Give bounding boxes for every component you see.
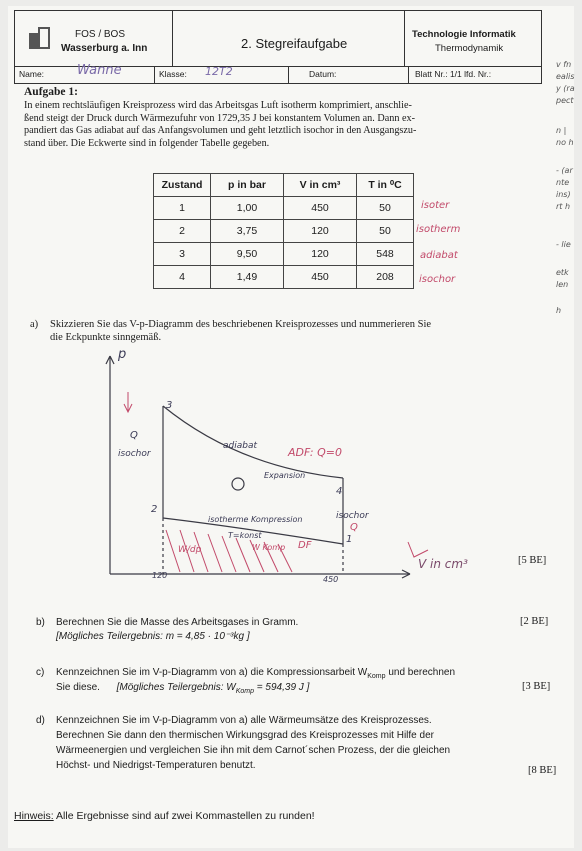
task-d [36,714,556,774]
margin-note: - (ar [556,166,573,175]
header-box [14,10,542,84]
margin-note: - lie [556,240,571,249]
table-cell: 2 [154,220,211,243]
p-axis-label: p [118,347,127,362]
isotherm-label: isotherme Kompression [208,515,303,524]
table-header-cell: T in ⁰C [357,174,414,197]
x-tick-right: 450 [323,575,339,584]
point-3-label: 3 [166,400,173,411]
task-c [36,666,556,694]
q-in-label: Q [130,430,138,441]
task-b-result: [Mögliches Teilergebnis: m = 4,85 · 10⁻³kg ] [56,631,250,642]
subject-line1: Technologie Informatik [412,29,516,40]
handwritten-note: isotherm [416,224,461,235]
task-b-label: b) [36,617,45,628]
adf-label: ADF: Q=0 [288,446,343,459]
table-cell: 3 [154,243,211,266]
task-c-points: [3 BE] [522,681,551,692]
name-label: Name: [19,69,45,79]
margin-note: etk [556,268,569,277]
task-c-line2: Sie diese. [Mögliches Teilergebnis: $W_{Komp} = 594,39$ J ] [56,682,310,695]
klasse-cell [155,67,289,83]
task-d-line: Wärmeenergien und vergleichen Sie ihn mit dem Carnot´schen Prozess, der die gleichen [56,745,451,756]
table-header-row [154,174,414,197]
table-header-cell: p in bar [211,174,284,197]
page-title: 2. Stegreifaufgabe [241,36,348,51]
task-a-points: [5 BE] [518,555,547,566]
task-d-line: Kennzeichnen Sie im V-p-Diagramm von a) alle Wärmeumsätze des Kreisprozesses. [56,715,432,726]
table-cell: 4 [154,266,211,289]
table-row [154,220,414,243]
task-b-line: Berechnen Sie die Masse des Arbeitsgases in Gramm. [56,617,299,628]
pv-diagram-sketch [88,342,528,592]
task-b [36,616,556,644]
isochor-left-label: isochor [118,449,151,459]
margin-note: ealis [556,72,575,81]
hinweis-text: Alle Ergebnisse sind auf zwei Kommastellen zu runden! [53,810,315,822]
handwritten-note: isochor [419,274,456,285]
table-cell: 50 [357,197,414,220]
table-cell: 1,00 [211,197,284,220]
school-cell [15,11,173,66]
blatt-label: Blatt Nr.: 1/1 lfd. Nr.: [415,69,492,79]
margin-note: v fn [556,60,572,69]
task-c-line1: Kennzeichnen Sie im V-p-Diagramm von a) die Kompressionsarbeit $W_{Komp}$ und berechnen [56,667,456,680]
w-dp-label: W/dp [178,545,202,555]
task-a-line: die Eckpunkte sinngemäß. [50,332,162,343]
school-name-line1: FOS / BOS [75,29,126,40]
table-header-cell: V in cm³ [284,174,357,197]
task-d-label: d) [36,715,45,726]
adiabat-label: adiabat [223,441,258,451]
table-cell: 548 [357,243,414,266]
margin-note: ins) [556,190,571,199]
task-heading: Aufgabe 1: [24,86,78,98]
margin-note: len [556,280,569,289]
point-2-label: 2 [151,504,158,515]
margin-note: rt h [556,202,571,211]
v-axis-label: V in cm³ [418,557,468,571]
table-cell: 208 [357,266,414,289]
intro-line: ßend steigt der Druck durch Wärmezufuhr von 1729,35 J bei konstantem Volumen an. Dann ex- [24,112,415,124]
state-table [153,173,414,289]
margin-note: y (ra [556,84,575,93]
klasse-value: 12T2 [205,65,233,78]
margin-note: nte [556,178,570,187]
task-b-points: [2 BE] [520,616,549,627]
tau-label: T=konst [228,531,262,540]
hinweis-label: Hinweis: [14,810,54,822]
task-a-label: a) [30,319,39,330]
school-name-line2: Wasserburg a. Inn [61,43,148,54]
cycle-direction-icon [232,478,244,490]
school-logo-icon [29,27,51,51]
table-cell: 450 [284,266,357,289]
table-row [154,197,414,220]
handwritten-note: isoter [421,200,450,211]
margin-note: n | [556,126,567,135]
table-cell: 9,50 [211,243,284,266]
blatt-cell [409,67,541,83]
name-cell [15,63,155,83]
name-value: Wanne [77,63,122,78]
title-cell [173,11,405,66]
point-1-label: 1 [346,534,353,545]
table-cell: 450 [284,197,357,220]
klasse-label: Klasse: [159,69,187,79]
task-d-points: [8 BE] [528,765,557,776]
margin-note: h [556,306,562,315]
table-cell: 120 [284,243,357,266]
handwritten-note: adiabat [420,250,458,261]
table-row [154,243,414,266]
intro-line: pandiert das Gas adiabat auf das Anfangsvolumen und geht letztlich isochor in den Ausgangszu- [24,125,417,136]
table-cell: 1 [154,197,211,220]
x-tick-left: 120 [152,571,168,580]
wkomp-label: W Komp [252,543,286,552]
task-intro [24,100,524,150]
table-cell: 1,49 [211,266,284,289]
df-label: DF [298,540,312,551]
table-cell: 50 [357,220,414,243]
margin-note: no h [556,138,574,147]
expansion-label: Expansion [264,471,306,480]
table-header-cell: Zustand [154,174,211,197]
task-d-line: Berechnen Sie dann den thermischen Wirkungsgrad des Kreisprozesses mit Hilfe der [56,730,434,741]
table-cell: 120 [284,220,357,243]
task-c-label: c) [36,667,45,678]
subject-cell [405,11,541,66]
table-cell: 3,75 [211,220,284,243]
intro-line: stand über. Die Eckwerte sind in folgender Tabelle gegeben. [24,137,270,149]
task-a-line: Skizzieren Sie das V-p-Diagramm des beschriebenen Kreisprozesses und nummerieren Sie [50,319,432,330]
point-4-label: 4 [336,486,343,497]
margin-note: pect [556,96,574,105]
isochor-right-label: isochor [336,511,369,521]
intro-line: In einem rechtsläufigen Kreisprozess wird das Arbeitsgas Luft isotherm komprimiert, anschlie- [24,100,412,111]
datum-cell [289,67,409,83]
hinweis-note [14,810,315,822]
datum-label: Datum: [309,69,337,79]
subject-line2: Thermodynamik [435,43,504,54]
table-row [154,266,414,289]
q-out-label: Q [350,522,358,533]
task-d-line: Höchst- und Niedrigst-Temperaturen benutzt. [56,760,256,771]
header-row-top [15,11,541,67]
header-row-bottom [15,63,541,83]
